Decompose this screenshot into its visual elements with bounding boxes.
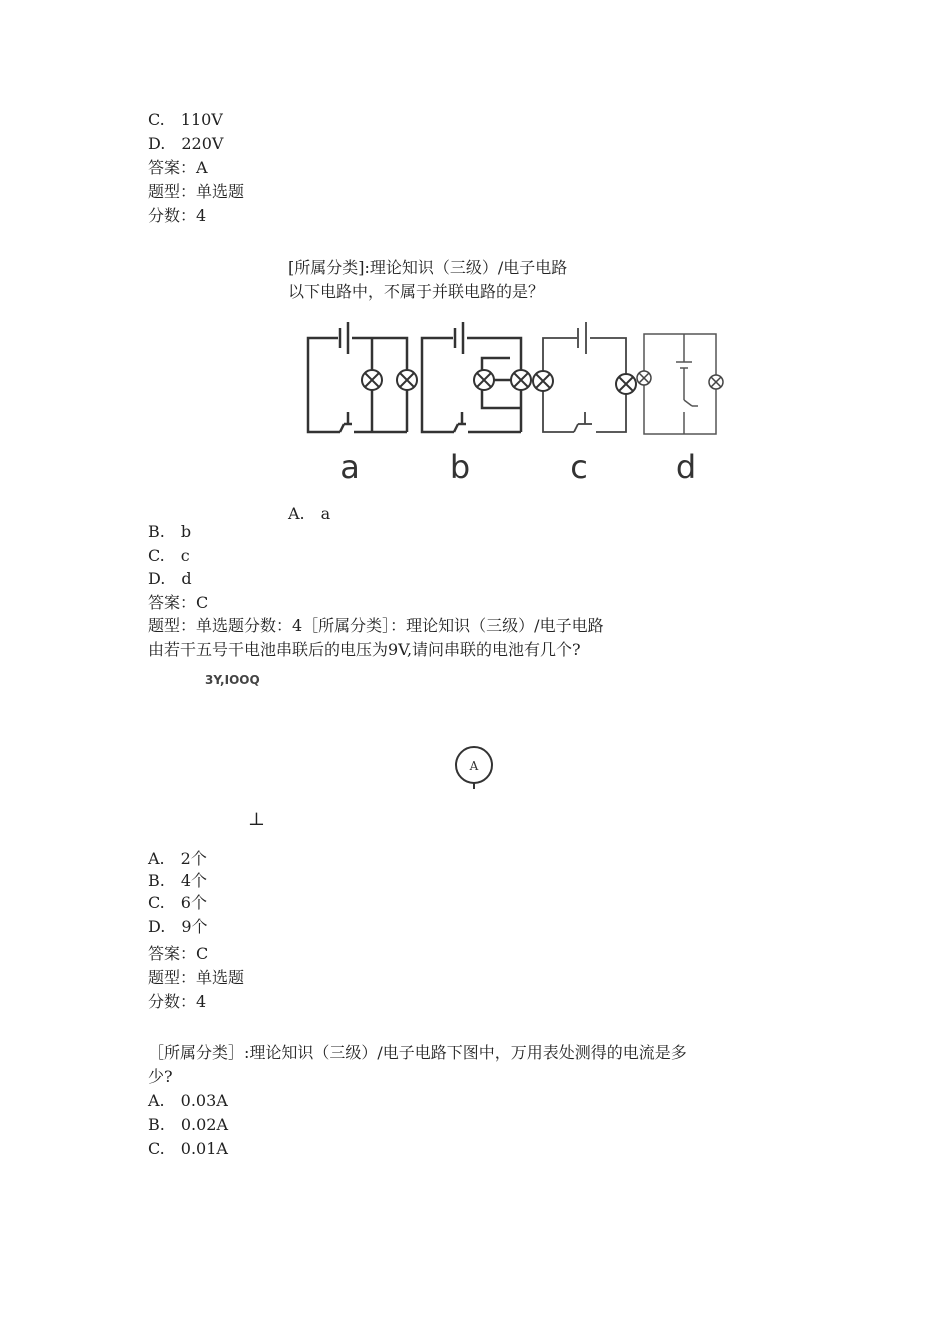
ammeter-label: A [469, 759, 479, 773]
circuit-label-d: d [675, 448, 697, 486]
circuit-c [543, 322, 626, 432]
q2-option-d: D. d [148, 569, 192, 588]
q2-option-c: C. c [148, 546, 190, 565]
circuit-label-a: a [340, 448, 360, 486]
q2-question: 以下电路中，不属于并联电路的是？ [288, 282, 545, 301]
q3-answer: 答案：C [148, 944, 209, 963]
circuit-a [308, 322, 407, 432]
q3-option-c: C. 6个 [148, 893, 207, 912]
q4-option-b: B. 0.02A [148, 1115, 229, 1134]
q1-answer: 答案：A [148, 158, 208, 177]
q1-type: 题型：单选题 [148, 182, 245, 201]
circuit-label-b: b [449, 448, 471, 486]
ammeter-symbol [452, 743, 496, 791]
q2-option-a: A. a [288, 504, 331, 523]
q3-question: 由若干五号干电池串联后的电压为9V,请问串联的电池有几个? [148, 640, 581, 659]
circuit-diagram-figure [300, 312, 740, 492]
q3-option-a: A. 2个 [148, 849, 207, 868]
q1-option-d: D. 220V [148, 134, 224, 153]
q3-stray-text: 3Y,IOOQ [205, 673, 260, 687]
q2-option-b: B. b [148, 522, 192, 541]
q4-option-a: A. 0.03A [148, 1091, 228, 1110]
q4-category-question: ［所属分类］:理论知识（三级）/电子电路下图中，万用表处测得的电流是多 [148, 1043, 687, 1062]
q3-type: 题型：单选题 [148, 968, 245, 987]
q4-question-cont: 少? [148, 1067, 173, 1086]
circuit-b [422, 322, 521, 432]
q2-answer: 答案：C [148, 593, 209, 612]
circuit-d [644, 334, 716, 434]
ground-symbol: ⊥ [248, 809, 265, 830]
q1-score: 分数：4 [148, 206, 207, 225]
q2-type-score-category: 题型：单选题分数：4［所属分类］：理论知识（三级）/电子电路 [148, 616, 604, 635]
q1-option-c: C. 110V [148, 110, 223, 129]
circuit-label-c: c [570, 448, 588, 486]
q4-option-c: C. 0.01A [148, 1139, 228, 1158]
q2-category: [所属分类]:理论知识（三级）/电子电路 [288, 258, 568, 277]
q3-score: 分数：4 [148, 992, 207, 1011]
q3-option-b: B. 4个 [148, 871, 208, 890]
q3-option-d: D. 9个 [148, 917, 208, 936]
